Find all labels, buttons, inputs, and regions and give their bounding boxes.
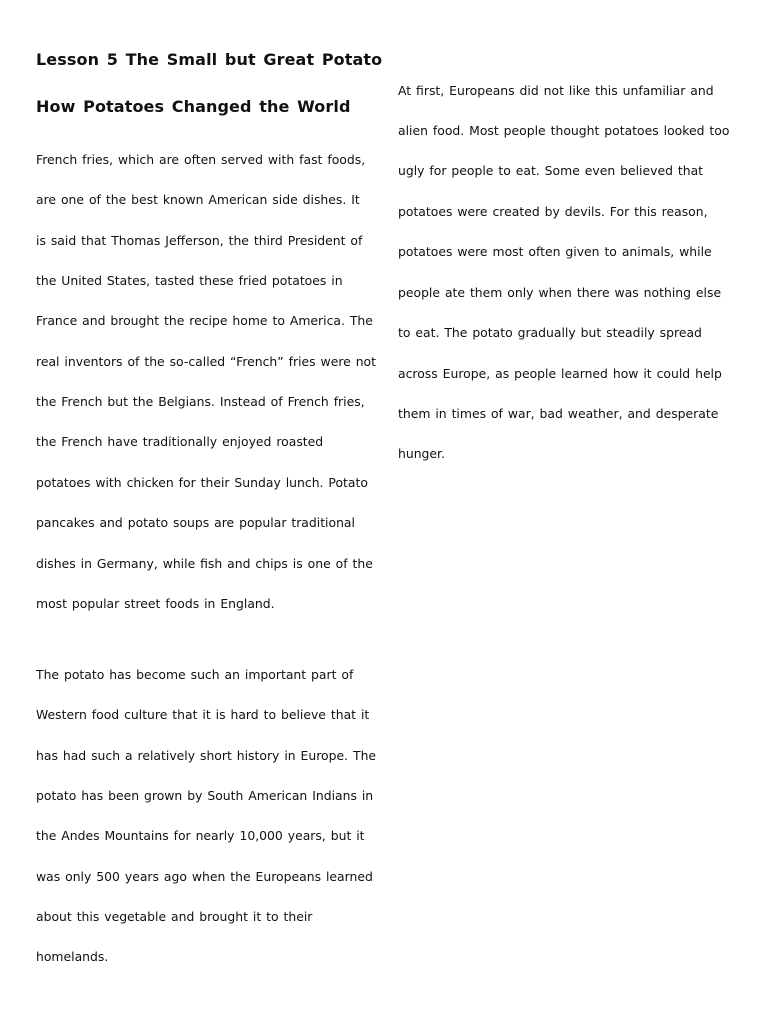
text-line: potatoes with chicken for their Sunday lunch. Potato: [36, 475, 368, 490]
text-line: alien food. Most people thought potatoes looked too: [398, 123, 730, 138]
text-line: potatoes were most often given to animals, while: [398, 244, 712, 259]
text-line: real inventors of the so-called “French” fries were not: [36, 354, 376, 369]
text-line: the French have traditionally enjoyed roasted: [36, 434, 324, 449]
text-line: homelands.: [36, 949, 109, 964]
text-line: them in times of war, bad weather, and desperate: [398, 406, 719, 421]
text-line: France and brought the recipe home to America. The: [36, 313, 373, 328]
text-line: Western food culture that it is hard to believe that it: [36, 707, 370, 722]
text-line: pancakes and potato soups are popular traditional: [36, 515, 355, 530]
text-line: French fries, which are often served with fast foods,: [36, 152, 366, 167]
text-line: the United States, tasted these fried potatoes in: [36, 273, 343, 288]
text-line: people ate them only when there was nothing else: [398, 285, 722, 300]
text-line: potatoes were created by devils. For this reason,: [398, 204, 708, 219]
text-line: ugly for people to eat. Some even believed that: [398, 163, 704, 178]
text-line: about this vegetable and brought it to their: [36, 909, 313, 924]
text-line: dishes in Germany, while fish and chips is one of the: [36, 556, 373, 571]
text-line: the Andes Mountains for nearly 10,000 years, but it: [36, 828, 365, 843]
text-line: At first, Europeans did not like this unfamiliar and: [398, 83, 714, 98]
text-line: The potato has become such an important part of: [36, 667, 354, 682]
text-line: hunger.: [398, 446, 445, 461]
article-subtitle: How Potatoes Changed the World: [36, 97, 351, 116]
text-line: across Europe, as people learned how it could help: [398, 366, 722, 381]
text-line: most popular street foods in England.: [36, 596, 275, 611]
text-line: to eat. The potato gradually but steadily spread: [398, 325, 702, 340]
text-line: was only 500 years ago when the Europeans learned: [36, 869, 373, 884]
text-line: has had such a relatively short history in Europe. The: [36, 748, 377, 763]
text-line: the French but the Belgians. Instead of French fries,: [36, 394, 365, 409]
text-line: potato has been grown by South American Indians in: [36, 788, 374, 803]
text-line: are one of the best known American side dishes. It: [36, 192, 360, 207]
text-line: is said that Thomas Jefferson, the third President of: [36, 233, 363, 248]
lesson-title: Lesson 5 The Small but Great Potato: [36, 50, 383, 69]
